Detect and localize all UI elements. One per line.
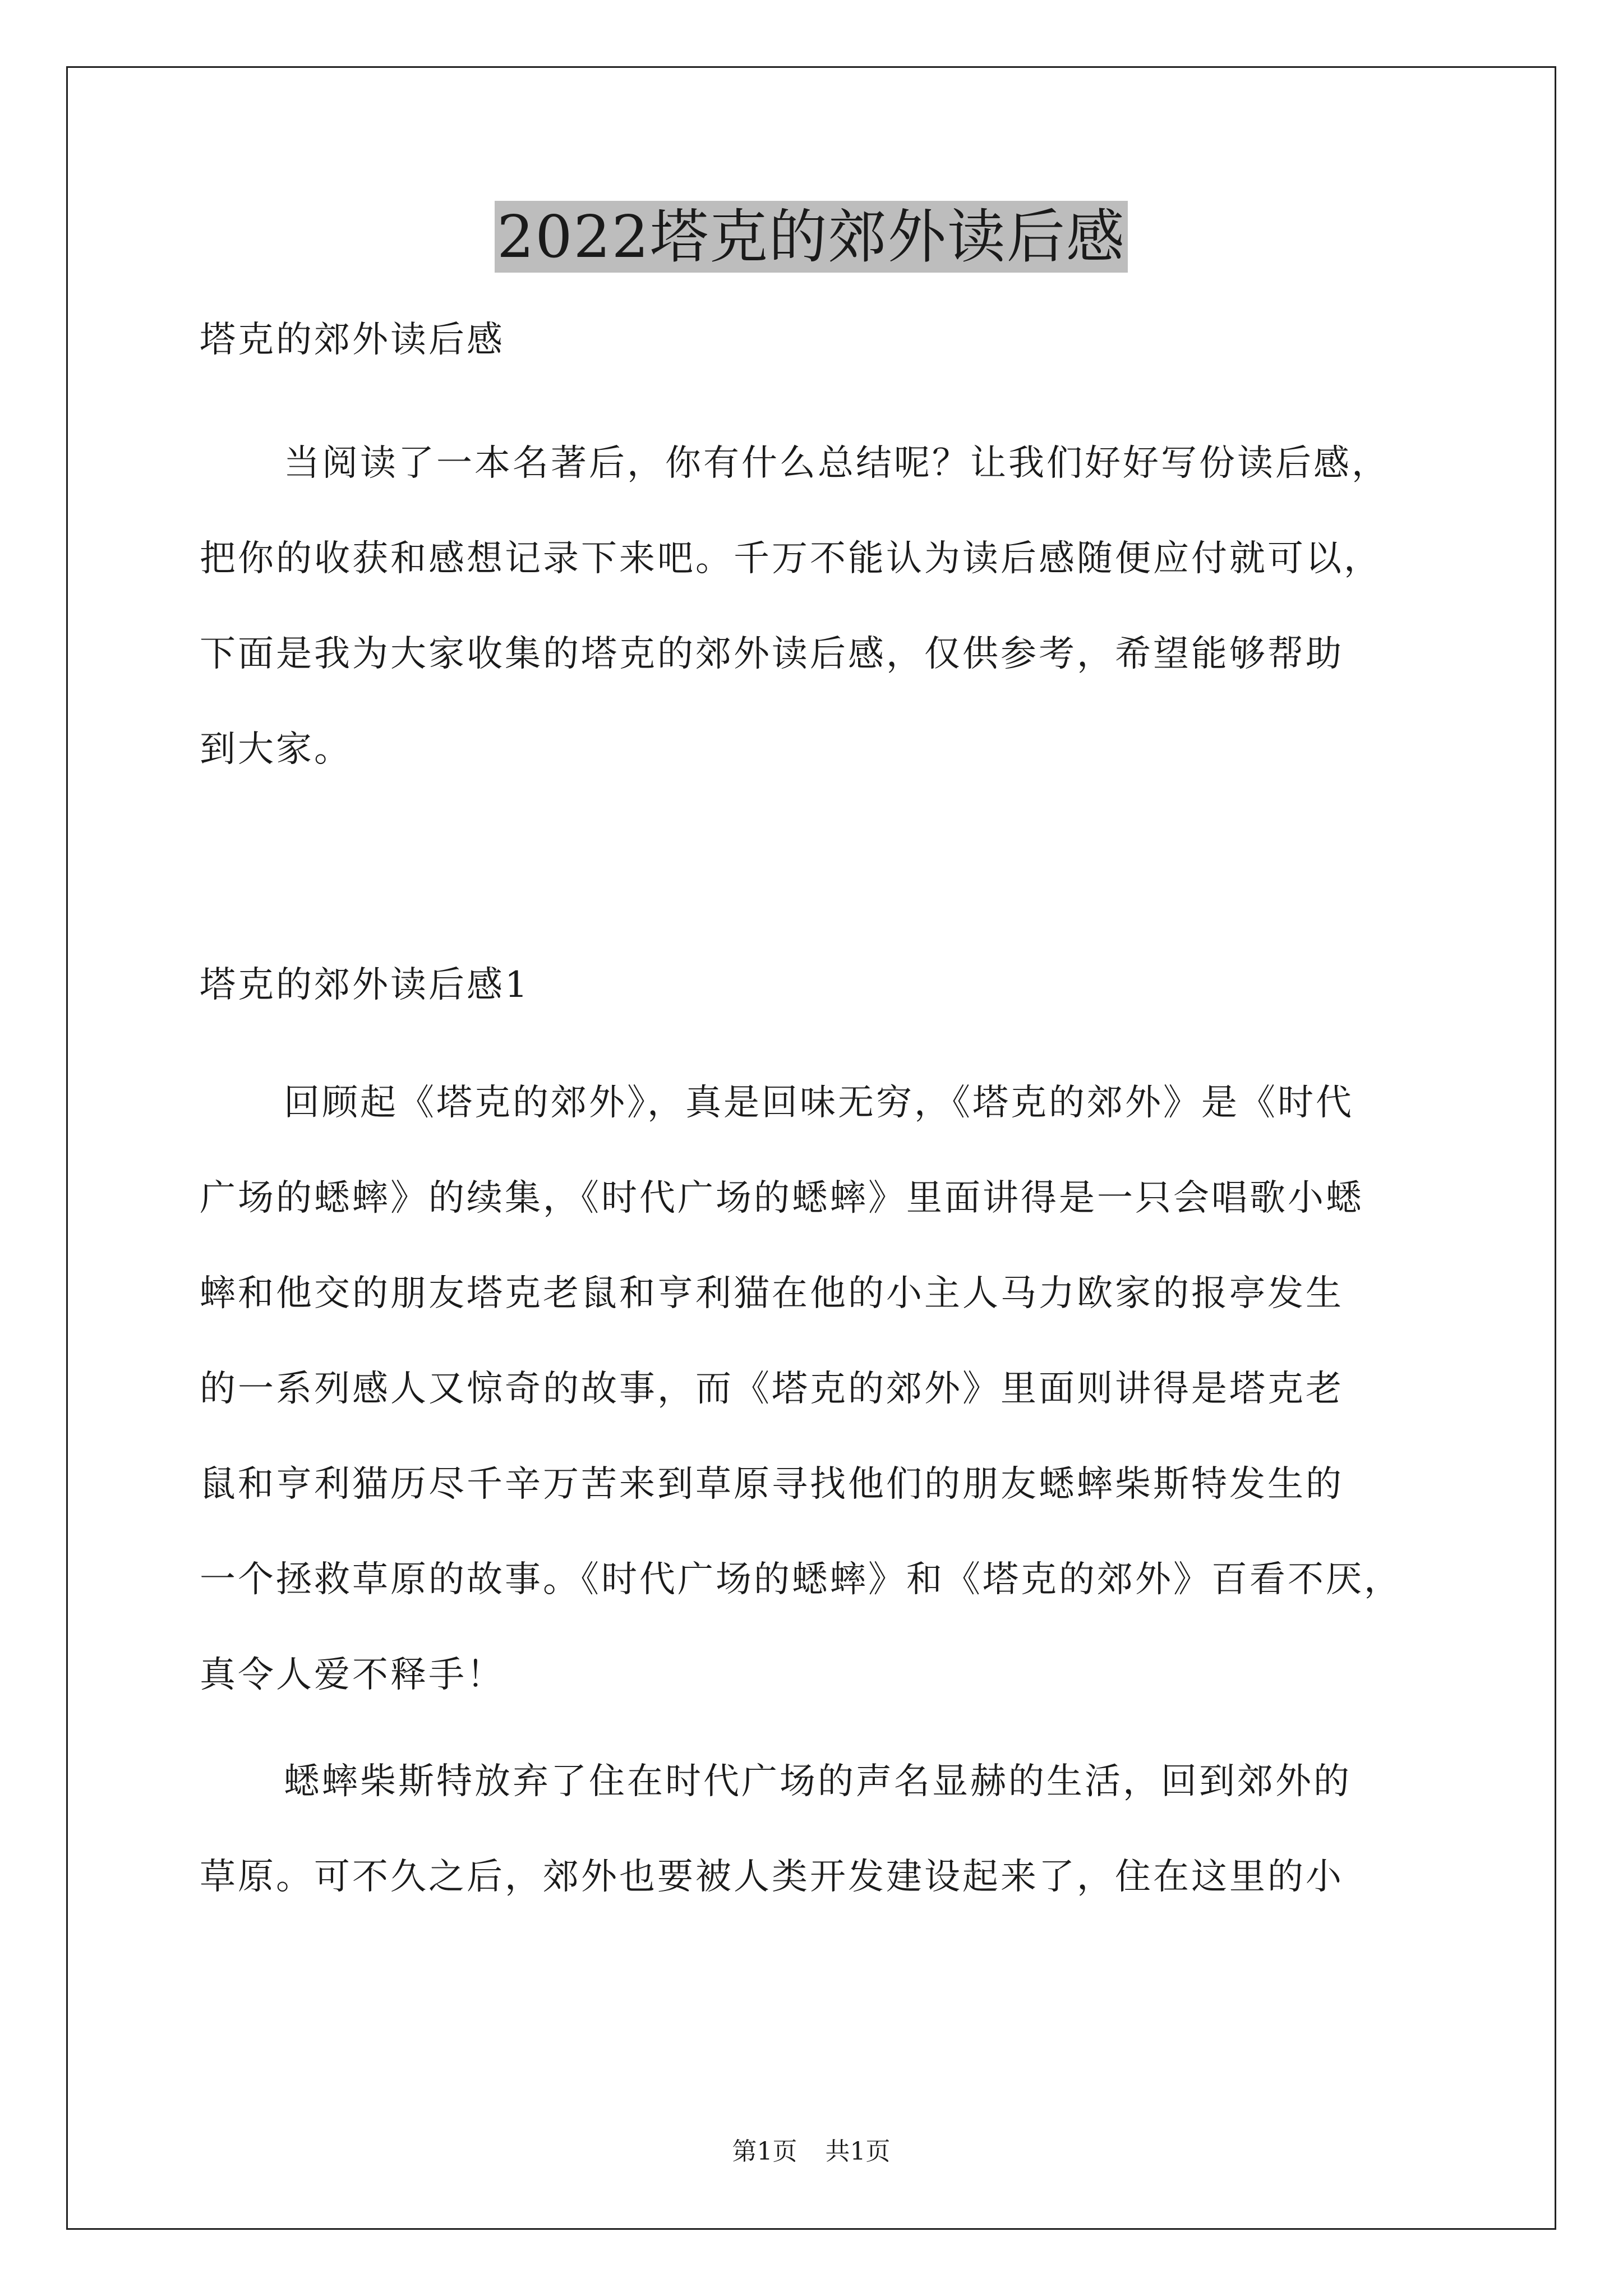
intro-line: 到大家。 <box>200 729 352 770</box>
page-total: 共1页 <box>825 2137 891 2166</box>
paragraph-line: 的一系列感人又惊奇的故事，而《塔克的郊外》里面则讲得是塔克老 <box>200 1368 1344 1410</box>
document-title: 2022塔克的郊外读后感 <box>495 201 1128 273</box>
paragraph-line: 蟋蟀柴斯特放弃了住在时代广场的声名显赫的生活，回到郊外的 <box>284 1761 1352 1802</box>
paragraph-line: 一个拯救草原的故事。《时代广场的蟋蟀》和《塔克的郊外》百看不厌， <box>200 1559 1402 1600</box>
intro-line: 把你的收获和感想记录下来吧。千万不能认为读后感随便应付就可以， <box>200 538 1382 579</box>
section-heading: 塔克的郊外读后感1 <box>200 964 530 1006</box>
paragraph-line: 草原。可不久之后，郊外也要被人类开发建设起来了，住在这里的小 <box>200 1856 1344 1898</box>
paragraph-line: 回顾起《塔克的郊外》，真是回味无穷，《塔克的郊外》是《时代 <box>284 1082 1354 1124</box>
paragraph-line: 广场的蟋蟀》的续集，《时代广场的蟋蟀》里面讲得是一只会唱歌小蟋 <box>200 1177 1364 1219</box>
page-footer <box>66 2136 1556 2168</box>
intro-line: 下面是我为大家收集的塔克的郊外读后感，仅供参考，希望能够帮助 <box>200 633 1344 675</box>
paragraph-line: 鼠和亨利猫历尽千辛万苦来到草原寻找他们的朋友蟋蟀柴斯特发生的 <box>200 1464 1344 1505</box>
paragraph-line: 真令人爱不释手！ <box>200 1654 505 1696</box>
intro-line: 当阅读了一本名著后，你有什么总结呢？让我们好好写份读后感， <box>284 443 1390 484</box>
page-number: 第1页 <box>732 2137 797 2166</box>
subtitle: 塔克的郊外读后感 <box>200 319 505 361</box>
paragraph-line: 蟀和他交的朋友塔克老鼠和亨利猫在他的小主人马力欧家的报亭发生 <box>200 1273 1344 1314</box>
document-page <box>66 66 1556 2230</box>
title-block <box>66 201 1556 273</box>
